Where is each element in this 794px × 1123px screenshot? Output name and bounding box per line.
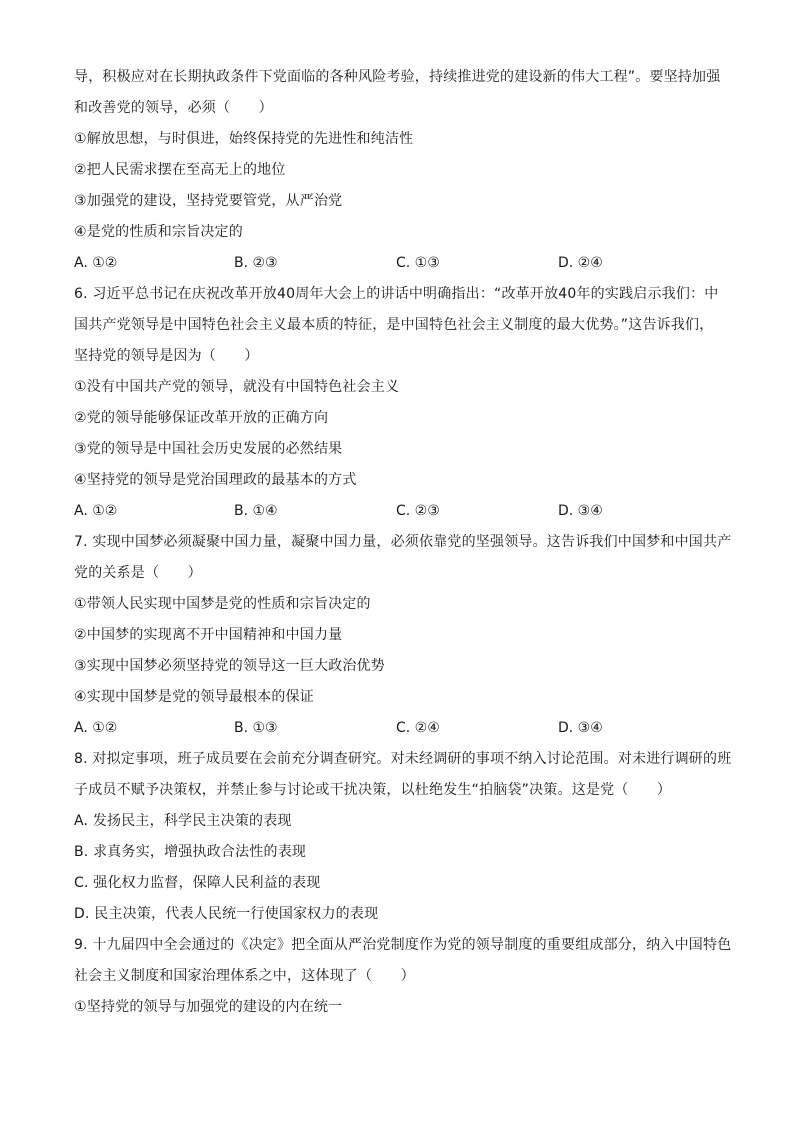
choice-d: D. 民主决策，代表人民统一行使国家权力的表现 (74, 906, 379, 922)
question-7 (74, 527, 732, 744)
option-c: C. ②③ (396, 503, 440, 519)
answer-options (74, 248, 720, 279)
answer-options (74, 496, 720, 527)
statement: ④是党的性质和宗旨决定的 (74, 224, 243, 240)
question-stem-line: 国共产党领导是中国特色社会主义最本质的特征，是中国特色社会主义制度的最大优势。”这告诉我们， (74, 317, 714, 333)
question-6 (74, 279, 720, 527)
option-b: B. ①④ (234, 503, 278, 519)
question-9 (74, 930, 732, 1023)
question-stem-line: 党的关系是（ ） (74, 565, 202, 581)
statement: ④坚持党的领导是党治国理政的最基本的方式 (74, 472, 357, 488)
option-c: C. ①③ (396, 255, 440, 271)
exam-page (74, 62, 732, 1023)
option-b: B. ①③ (234, 720, 278, 736)
statement: ②党的领导能够保证改革开放的正确方向 (74, 410, 329, 426)
option-a: A. ①② (74, 720, 118, 736)
option-d: D. ③④ (558, 503, 603, 519)
option-d: D. ②④ (558, 255, 603, 271)
choice-c: C. 强化权力监督，保障人民利益的表现 (74, 875, 321, 891)
option-b: B. ②③ (234, 255, 278, 271)
statement: ②中国梦的实现离不开中国精神和中国力量 (74, 627, 343, 643)
statement: ①坚持党的领导与加强党的建设的内在统一 (74, 999, 343, 1015)
question-stem-line: 和改善党的领导，必须（ ） (74, 100, 273, 116)
question-stem-line: 导，积极应对在长期执政条件下党面临的各种风险考验，持续推进党的建设新的伟大工程”。要坚持加强 (74, 69, 721, 85)
question-stem-line: 子成员不赋予决策权，并禁止参与讨论或干扰决策，以杜绝发生“拍脑袋”决策。这是党（ ） (74, 782, 672, 798)
statement: ①解放思想，与时俱进，始终保持党的先进性和纯洁性 (74, 131, 414, 147)
choice-a: A. 发扬民主，科学民主决策的表现 (74, 813, 292, 829)
question-stem-line: 8. 对拟定事项，班子成员要在会前充分调查研究。对未经调研的事项不纳入讨论范围。对未进行调研的班 (74, 751, 732, 767)
option-d: D. ③④ (558, 720, 603, 736)
statement: ①没有中国共产党的领导，就没有中国特色社会主义 (74, 379, 400, 395)
question-8 (74, 744, 732, 930)
question-stem-line: 坚持党的领导是因为（ ） (74, 348, 259, 364)
statement: ③实现中国梦必须坚持党的领导这一巨大政治优势 (74, 658, 385, 674)
option-a: A. ①② (74, 255, 118, 271)
question-stem-line: 社会主义制度和国家治理体系之中，这体现了（ ） (74, 968, 415, 984)
statement: ②把人民需求摆在至高无上的地位 (74, 162, 286, 178)
answer-options (74, 713, 720, 744)
question-stem-line: 6. 习近平总书记在庆祝改革开放40周年大会上的讲话中明确指出：“改革开放40年的实践启示我们：中 (74, 286, 719, 302)
question-stem-line: 9. 十九届四中全会通过的《决定》把全面从严治党制度作为党的领导制度的重要组成部分，纳入中国特色 (74, 937, 732, 953)
choice-b: B. 求真务实，增强执政合法性的表现 (74, 844, 307, 860)
option-a: A. ①② (74, 503, 118, 519)
question-5 (74, 62, 720, 279)
statement: ④实现中国梦是党的领导最根本的保证 (74, 689, 314, 705)
statement: ③加强党的建设，坚持党要管党，从严治党 (74, 193, 343, 209)
question-stem-line: 7. 实现中国梦必须凝聚中国力量，凝聚中国力量，必须依靠党的坚强领导。这告诉我们中国梦和中国共产 (74, 534, 732, 550)
option-c: C. ②④ (396, 720, 440, 736)
statement: ①带领人民实现中国梦是党的性质和宗旨决定的 (74, 596, 371, 612)
statement: ③党的领导是中国社会历史发展的必然结果 (74, 441, 343, 457)
